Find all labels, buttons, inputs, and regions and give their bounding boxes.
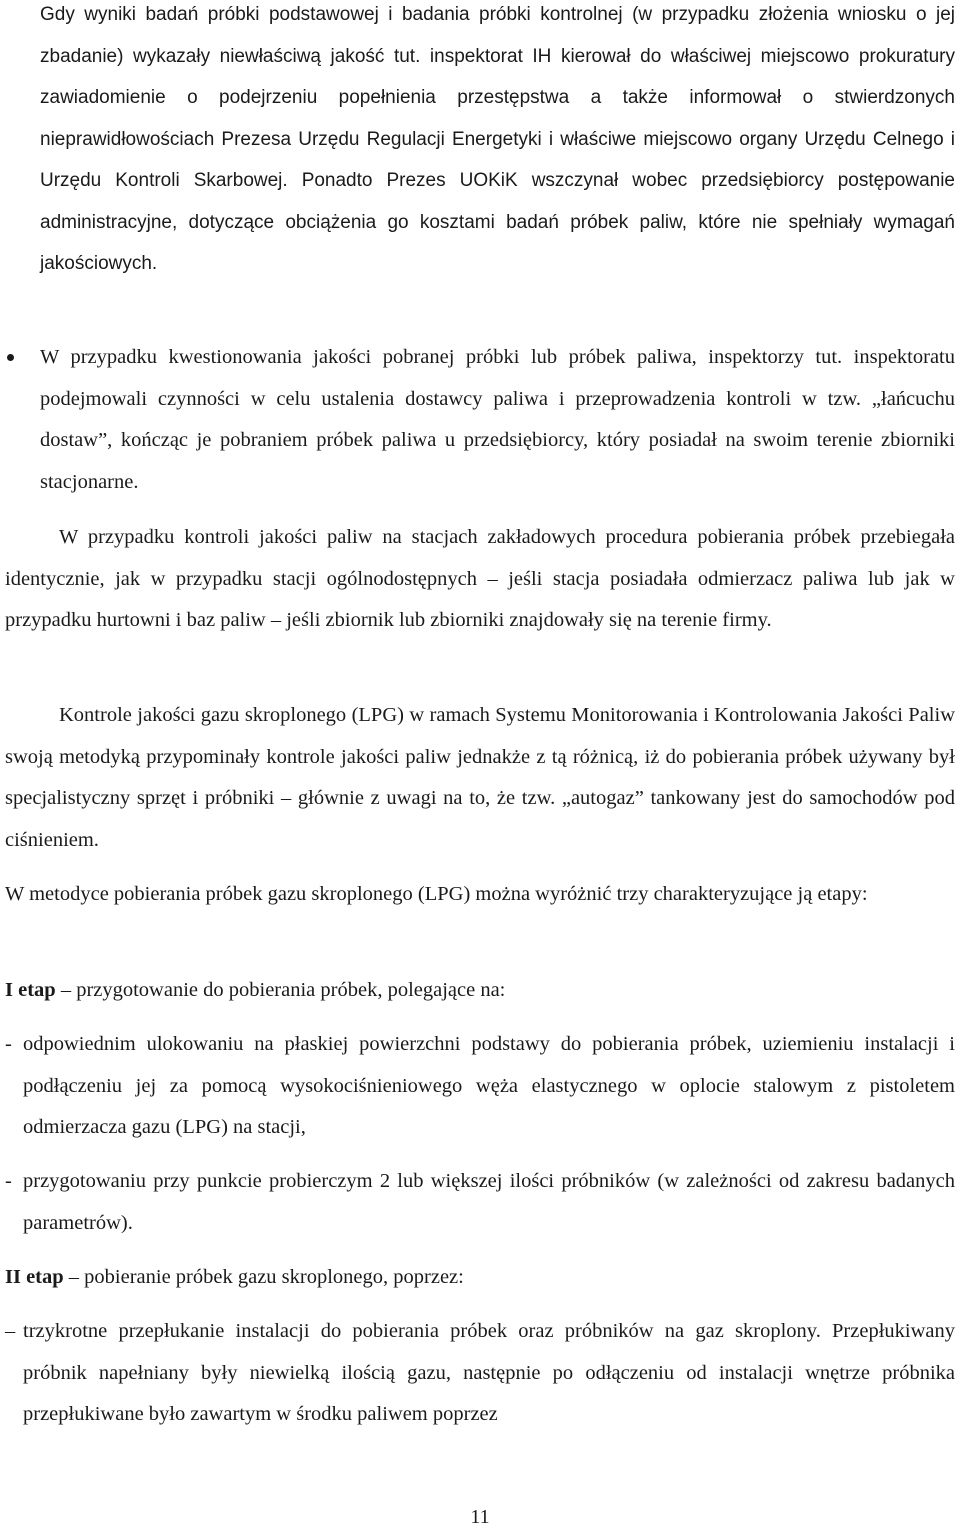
list-item-text: odpowiednim ulokowaniu na płaskiej powierzchni podstawy do pobierania próbek, uziemieniu instalacji i podłączeniu jej za pomocą wysokociśnieniowego węża elastycznego w oplocie stalowym z pistoletem odmierzacza gazu (LPG) na stacji, (23, 1033, 955, 1138)
list-item-text: przygotowaniu przy punkcie probierczym 2 lub większej ilości próbników (w zależności od zakresu badanych parametrów). (23, 1170, 955, 1234)
list-item (5, 1161, 955, 1244)
dash-marker: - (5, 1170, 12, 1192)
list-item-text: trzykrotne przepłukanie instalacji do pobierania próbek oraz próbników na gaz skroplony. Przepłukiwany próbnik napełniany były niewielką ilością gazu, następnie po odłączeniu od instalacji wnętrze próbnika przepłukiwane było zawartym w środku paliwem poprzez (23, 1320, 955, 1425)
stage-1-heading (5, 970, 955, 1012)
stage-2-heading (5, 1257, 955, 1299)
paragraph-block-lpg (5, 695, 955, 861)
page-number: 11 (470, 1506, 490, 1528)
paragraph-test-results: Gdy wyniki badań próbki podstawowej i badania próbki kontrolnej (w przypadku złożenia wniosku o jej zbadanie) wykazały niewłaściwą jakość tut. inspektorat IH kierował do właściwej miejscowo prokuratury zawiadomienie o podejrzeniu popełnienia przestępstwa a także informował o stwierdzonych nieprawidłowościach Prezesa Urzędu Regulacji Energetyki i właściwe miejscowo organy Urzędu Celnego i Urzędu Kontroli Skarbowej. Ponadto Prezes UOKiK wszczynał wobec przedsiębiorcy postępowanie administracyjne, dotyczące obciążenia go kosztami badań próbek paliw, które nie spełniały wymagań jakościowych. (40, 4, 955, 274)
bullet-icon (7, 354, 14, 361)
paragraph-block-methodology (5, 874, 955, 916)
stage-2-label: II etap (5, 1266, 64, 1288)
bullet-list-item (40, 337, 955, 503)
dash-marker: - (5, 1033, 12, 1055)
stage-1-heading-text: – przygotowanie do pobierania próbek, polegające na: (60, 979, 506, 1001)
dash-marker: – (5, 1320, 16, 1342)
paragraph-supply-chain: W przypadku kwestionowania jakości pobranej próbki lub próbek paliwa, inspektorzy tut. inspektoratu podejmowali czynności w celu ustalenia dostawcy paliwa i przeprowadzenia kontroli w tzw. „łańcuchu dostaw”, kończąc je pobraniem próbek paliwa u przedsiębiorcy, który posiadał na swoim terenie zbiorniki stacjonarne. (40, 346, 955, 493)
paragraph-lpg-controls: Kontrole jakości gazu skroplonego (LPG) w ramach Systemu Monitorowania i Kontrolowania Jakości Paliw swoją metodyką przypominały kontrole jakości paliw jednakże z tą różnicą, iż do pobierania próbek używany był specjalistyczny sprzęt i próbniki – głównie z uwagi na to, że tzw. „autogaz” tankowany jest do samochodów pod ciśnieniem. (5, 704, 955, 851)
stage-1-label: I etap (5, 979, 56, 1001)
list-item (5, 1311, 955, 1436)
stage-2-heading-text: – pobieranie próbek gazu skroplonego, poprzez: (68, 1266, 464, 1288)
list-continuation (40, 0, 955, 285)
paragraph-methodology: W metodyce pobierania próbek gazu skroplonego (LPG) można wyróżnić trzy charakteryzujące ją etapy: (5, 883, 868, 905)
list-item (5, 1024, 955, 1149)
paragraph-block-stations (5, 517, 955, 642)
paragraph-company-stations: W przypadku kontroli jakości paliw na stacjach zakładowych procedura pobierania próbek przebiegała identycznie, jak w przypadku stacji ogólnodostępnych – jeśli stacja posiadała odmierzacz paliwa lub jak w przypadku hurtowni i baz paliw – jeśli zbiornik lub zbiorniki znajdowały się na terenie firmy. (5, 526, 955, 631)
